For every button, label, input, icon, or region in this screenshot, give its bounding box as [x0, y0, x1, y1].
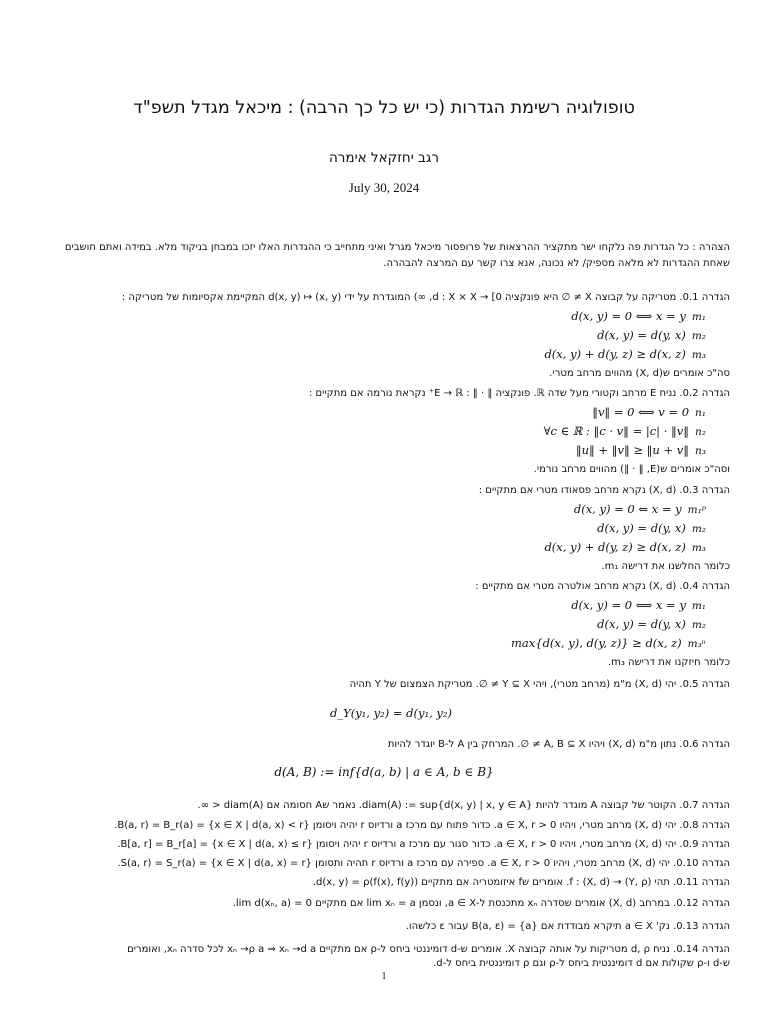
def-0-4-conclusion: כלומר חיזקנו את דרישה m₃. — [607, 657, 730, 668]
equation-tag: n₁ — [695, 407, 706, 419]
definition-0-12: הגדרה 0.12. במרחב (X, d) אומרים שסדרה xₙ מתכנסת ל-a ∈ X, ונסמן lim xₙ = a אם מתקיים lim d(xₙ, a) = 0. — [232, 898, 730, 909]
def-0-2-conclusion: וסה"כ אומרים ש(E, ‖ · ‖) מהווים מרחב נורמי. — [533, 464, 730, 475]
equation: ∀c ∈ ℝ : ‖c · v‖ = |c| · ‖v‖ — [543, 424, 690, 438]
definition-0-14-part-2: ש-d ו-ρ שקולות אם d דומיננטית ביחס ל-ρ וגם ρ דומיננטית ביחס ל-d. — [433, 958, 730, 969]
equation-tag: m₃ᵘ — [687, 638, 706, 650]
definition-0-4: הגדרה 0.4. (X, d) נקרא מרחב אולטרה מטרי אם מתקיים : — [475, 581, 730, 592]
def-0-2-axiom-1 — [592, 405, 706, 419]
equation-tag: m₃ — [691, 349, 706, 361]
definition-0-7: הגדרה 0.7. הקוטר של קבוצה A מוגדר להיות diam(A) := sup{d(x, y) | x, y ∈ A}. נאמר שA חסומה אם diam(A) < ∞. — [197, 800, 730, 811]
definition-0-10: הגדרה 0.10. יהי (X, d) מרחב מטרי, ויהיו a ∈ X, r > 0. ספירה עם מרכז a ורדיוס r תהיה ותסומן S(a, r) = S_r(a) = {x ∈ X | d(a, x) = r}. — [117, 858, 730, 869]
def-0-3-conclusion: כלומר החלשנו את דרישה m₁. — [601, 561, 730, 572]
equation-tag: m₁ — [691, 600, 706, 612]
equation-tag: m₂ — [691, 619, 706, 631]
equation: d(x, y) = 0 ⇐ x = y — [573, 502, 682, 516]
document-author: רגב יחזקאל אימרה — [328, 150, 439, 166]
def-0-2-axiom-2 — [544, 424, 706, 438]
equation-tag: n₃ — [695, 445, 706, 457]
equation: d(x, y) = 0 ⟺ x = y — [571, 598, 686, 612]
equation: d(x, y) + d(y, z) ≥ d(x, z) — [544, 540, 686, 554]
def-0-4-axiom-3 — [511, 636, 706, 650]
equation-tag: n₂ — [695, 426, 706, 438]
def-0-6-equation: d(A, B) := inf{d(a, b) | a ∈ A, b ∈ B} — [274, 765, 494, 779]
definition-0-8: הגדרה 0.8. יהי (X, d) מרחב מטרי, ויהיו a ∈ X, r > 0. כדור פתוח עם מרכז a ורדיוס r יהיה ויסומן B(a, r) = B_r(a) = {x ∈ X | d(a, x) < r}. — [114, 820, 730, 831]
def-0-3-axiom-3 — [544, 540, 706, 554]
equation: d(x, y) = 0 ⟺ x = y — [571, 309, 686, 323]
declaration-paragraph: הצהרה : כל הגדרות פה נלקחו ישר מתקציר ההרצאות של פרופסור מיכאל מגרל ואיני מתחייב כי ההגדרות האלו יזכו במבחן בניקוד מלא. במידה ואתם חושבים שאחת ההגדרות לא מלאה מספיק/ לא נכונה, אנא צרו קשר עם המרצה להבהרה. — [64, 242, 730, 269]
equation-tag: m₃ — [691, 542, 706, 554]
definition-0-13: הגדרה 0.13. נק' a ∈ X תיקרא מבודדת אם B(a, ε) = {a} עבור ε כלשהו. — [405, 921, 730, 932]
def-0-1-axiom-3 — [544, 347, 706, 361]
equation-tag: m₁ — [691, 311, 706, 323]
definition-0-11: הגדרה 0.11. תהי f : (X, d) → (Y, ρ). אומרים שf איזומטריה אם מתקיים d(x, y) = ρ(f(x), f(y)). — [312, 877, 730, 888]
equation-tag: m₂ — [691, 330, 706, 342]
def-0-1-axiom-2 — [597, 328, 706, 342]
equation: d(x, y) = d(y, x) — [597, 521, 686, 535]
definition-0-2: הגדרה 0.2. נניח E מרחב וקטורי מעל שדה ℝ. פונקציה ‖ · ‖ : E → ℝ⁺ נקראת נורמה אם מתקיים : — [308, 388, 730, 399]
page-number: 1 — [381, 971, 387, 982]
equation-tag: m₁ᵖ — [687, 504, 706, 516]
definition-0-5: הגדרה 0.5. יהי (X, d) מ"מ (מרחב מטרי), ויהי Y ⊆ X ≠ ∅. מטריקת הצמצום של Y תהיה — [349, 679, 730, 690]
definition-0-6: הגדרה 0.6. נתון מ"מ (X, d) ויהיו A, B ⊆ X ≠ ∅. המרחק בין A ל-B יוגדר להיות — [387, 739, 730, 750]
equation: ‖u‖ + ‖v‖ ≥ ‖u + v‖ — [575, 443, 690, 457]
equation: ‖v‖ = 0 ⟺ v = 0 — [592, 405, 690, 419]
def-0-5-equation: d_Y(y₁, y₂) = d(y₁, y₂) — [330, 706, 453, 720]
definition-0-1: הגדרה 0.1. מטריקה על קבוצה X ≠ ∅ היא פונקציה d : X × X → [0, ∞) המוגדרת על ידי (x, y) ↦ d(x, y) המקיימת אקסיומות של מטריקה : — [121, 292, 730, 303]
def-0-4-axiom-1 — [571, 598, 706, 612]
def-0-3-axiom-1 — [574, 502, 706, 516]
definition-0-3: הגדרה 0.3. (X, d) נקרא מרחב פסאודו מטרי אם מתקיים : — [478, 485, 730, 496]
equation-tag: m₂ — [691, 523, 706, 535]
equation: d(x, y) + d(y, z) ≥ d(x, z) — [544, 347, 686, 361]
definition-0-9: הגדרה 0.9. יהי (X, d) מרחב מטרי, ויהיו a ∈ X, r > 0. כדור סגור עם מרכז a ורדיוס r יהיה ויסומן B[a, r] = B_r[a] = {x ∈ X | d(a, x) ≤ r}. — [117, 839, 730, 850]
equation: d(x, y) = d(y, x) — [597, 328, 686, 342]
document-title: טופולוגיה רשימת הגדרות (כי יש כל כך הרבה) : מיכאל מגדל תשפ"ד — [133, 98, 635, 118]
definition-0-14-part-1: הגדרה 0.14. נניח d, ρ מטריקות על אותה קבוצה X. אומרים ש-d דומיננטי ביחס ל-ρ אם מתקיים xₙ →ρ a ⇒ xₙ →d a לכל סדרה xₙ, ואומרים — [127, 944, 730, 955]
equation: d(x, y) = d(y, x) — [597, 617, 686, 631]
def-0-4-axiom-2 — [597, 617, 706, 631]
def-0-2-axiom-3 — [576, 443, 706, 457]
equation: max{d(x, y), d(y, z)} ≥ d(x, z) — [511, 636, 682, 650]
document-date: July 30, 2024 — [348, 180, 420, 195]
def-0-1-axiom-1 — [571, 309, 706, 323]
def-0-3-axiom-2 — [597, 521, 706, 535]
def-0-1-conclusion: סה"כ אומרים ש(X, d) מהווים מרחב מטרי. — [549, 368, 730, 379]
